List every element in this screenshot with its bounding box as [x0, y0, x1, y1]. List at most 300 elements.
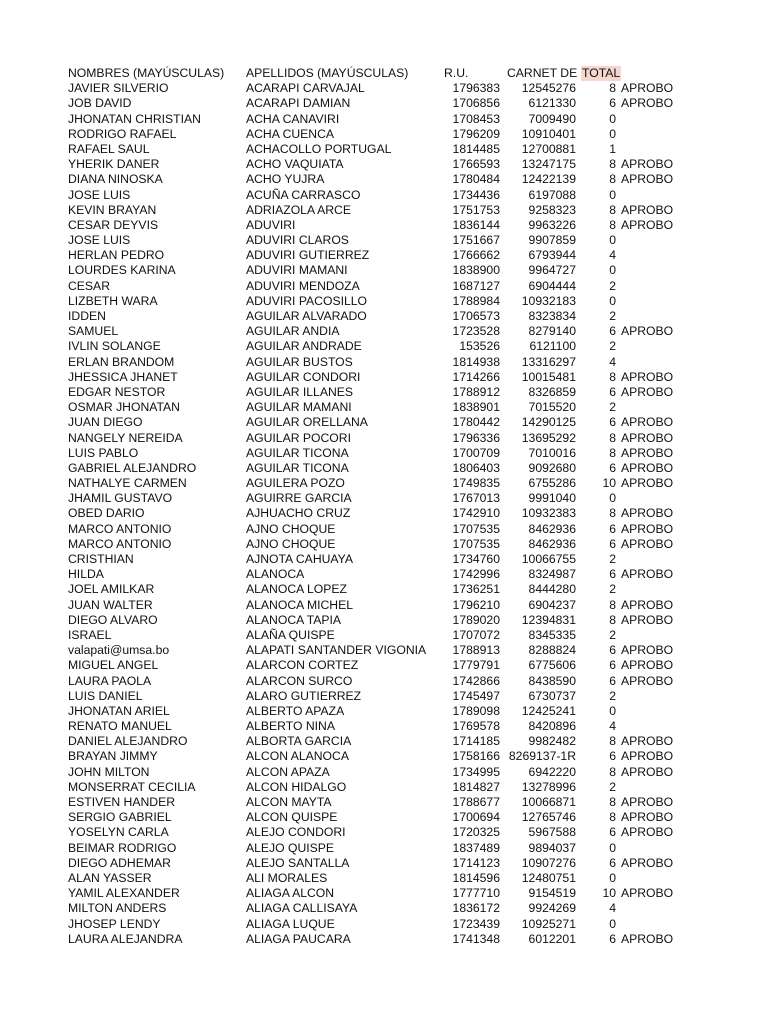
cell-observacion: APROBO — [621, 506, 674, 521]
cell-total: 6 — [609, 855, 616, 870]
cell-apellidos: ALCON APAZA — [246, 764, 330, 779]
cell-observacion: APROBO — [621, 96, 674, 111]
cell-nombres: ALAN YASSER — [68, 870, 152, 885]
cell-ru: 1780442 — [452, 415, 500, 430]
header-row — [0, 66, 768, 81]
cell-apellidos: ALEJO CONDORI — [246, 825, 346, 840]
cell-total: 6 — [609, 324, 616, 339]
cell-nombres: RENATO MANUEL — [68, 719, 172, 734]
cell-total: 2 — [609, 309, 616, 323]
cell-ru: 1814827 — [452, 779, 500, 794]
cell-ru: 1788912 — [452, 384, 500, 399]
cell-carnet: 10910401 — [521, 126, 576, 141]
cell-total: 2 — [609, 278, 616, 293]
cell-ru: 1779791 — [452, 658, 500, 673]
cell-apellidos: ALCON MAYTA — [246, 795, 332, 809]
cell-nombres: ERLAN BRANDOM — [68, 354, 175, 369]
cell-nombres: OBED DARIO — [68, 506, 145, 521]
cell-total: 6 — [609, 931, 616, 946]
cell-ru: 1789098 — [452, 703, 500, 718]
cell-nombres: JUAN DIEGO — [68, 415, 143, 430]
cell-ru: 1838901 — [452, 400, 500, 415]
cell-nombres: DIEGO ALVARO — [68, 612, 158, 627]
cell-ru: 1788677 — [452, 795, 500, 809]
cell-carnet: 9907859 — [528, 233, 576, 248]
cell-total: 0 — [609, 111, 616, 126]
header-total: TOTAL — [582, 66, 621, 80]
cell-nombres: BRAYAN JIMMY — [68, 749, 158, 764]
cell-ru: 1758166 — [452, 749, 500, 764]
cell-total: 10 — [602, 476, 616, 491]
cell-ru: 1723439 — [452, 916, 500, 931]
cell-nombres: CRISTHIAN — [68, 552, 134, 566]
cell-ru: 1736251 — [452, 582, 500, 597]
cell-carnet: 8438590 — [528, 673, 576, 688]
cell-total: 6 — [609, 415, 616, 430]
cell-total: 1 — [609, 141, 616, 156]
table-row — [0, 263, 768, 278]
table-row — [0, 127, 768, 142]
cell-observacion: APROBO — [621, 430, 674, 445]
cell-total: 6 — [609, 643, 616, 658]
data-rows — [0, 81, 768, 947]
table-row — [0, 431, 768, 446]
cell-total: 8 — [609, 81, 616, 96]
cell-apellidos: ALEJO SANTALLA — [246, 855, 350, 870]
cell-observacion: APROBO — [621, 567, 674, 582]
table-row — [0, 188, 768, 203]
cell-total: 0 — [609, 870, 616, 885]
cell-observacion: APROBO — [621, 658, 674, 673]
cell-carnet: 6942220 — [528, 764, 576, 779]
cell-carnet: 8462936 — [528, 536, 576, 551]
cell-total: 0 — [609, 126, 616, 141]
table-row — [0, 172, 768, 187]
cell-nombres: SAMUEL — [68, 324, 119, 339]
cell-apellidos: ACHO YUJRA — [246, 172, 325, 187]
cell-carnet: 7009490 — [528, 111, 576, 126]
cell-apellidos: ALARCON SURCO — [246, 673, 353, 688]
cell-carnet: 8345335 — [528, 627, 576, 642]
cell-apellidos: ALAÑA QUISPE — [246, 627, 335, 642]
cell-apellidos: ALAPATI SANTANDER VIGONIA — [246, 643, 427, 658]
cell-carnet: 6775606 — [528, 658, 576, 673]
cell-observacion: APROBO — [621, 324, 674, 339]
cell-nombres: YHERIK DANER — [68, 157, 160, 172]
table-row — [0, 856, 768, 871]
cell-carnet: 6904237 — [528, 597, 576, 612]
cell-apellidos: ALANOCA MICHEL — [246, 597, 354, 612]
cell-nombres: MARCO ANTONIO — [68, 536, 172, 551]
table-row — [0, 294, 768, 309]
cell-ru: 1734995 — [452, 764, 500, 779]
cell-ru: 1742910 — [452, 506, 500, 521]
cell-nombres: BEIMAR RODRIGO — [68, 840, 177, 855]
cell-ru: 1706573 — [452, 309, 500, 323]
cell-apellidos: AGUILAR ILLANES — [246, 384, 354, 399]
header-nombres: NOMBRES (MAYÚSCULAS) — [68, 66, 225, 80]
cell-nombres: CESAR DEYVIS — [68, 217, 159, 232]
table-row — [0, 810, 768, 825]
cell-ru: 1751667 — [452, 233, 500, 248]
cell-carnet: 8462936 — [528, 521, 576, 536]
cell-nombres: IVLIN SOLANGE — [68, 339, 161, 354]
table-row — [0, 461, 768, 476]
cell-nombres: RAFAEL SAUL — [68, 141, 150, 156]
cell-total: 6 — [609, 567, 616, 582]
cell-carnet: 9092680 — [528, 460, 576, 475]
cell-apellidos: ALANOCA — [246, 567, 305, 582]
cell-observacion: APROBO — [621, 536, 674, 551]
cell-carnet: 8326859 — [528, 384, 576, 399]
cell-carnet: 10066755 — [521, 552, 576, 566]
cell-ru: 1700709 — [452, 445, 500, 460]
cell-nombres: JOEL AMILKAR — [68, 582, 155, 597]
cell-total: 2 — [609, 688, 616, 703]
cell-apellidos: ALBERTO APAZA — [246, 703, 345, 718]
cell-carnet: 6730737 — [528, 688, 576, 703]
table-row — [0, 370, 768, 385]
cell-nombres: OSMAR JHONATAN — [68, 400, 180, 415]
cell-nombres: MARCO ANTONIO — [68, 521, 172, 536]
cell-ru: 1707535 — [452, 521, 500, 536]
cell-ru: 1796210 — [452, 597, 500, 612]
cell-total: 2 — [609, 779, 616, 794]
cell-nombres: MONSERRAT CECILIA — [68, 779, 196, 794]
table-row — [0, 385, 768, 400]
cell-apellidos: ADUVIRI — [246, 217, 296, 232]
cell-carnet: 13278996 — [521, 779, 576, 794]
cell-nombres: HERLAN PEDRO — [68, 248, 165, 263]
cell-carnet: 9894037 — [528, 840, 576, 855]
cell-apellidos: ACUÑA CARRASCO — [246, 187, 361, 202]
cell-nombres: JOSE LUIS — [68, 187, 131, 202]
cell-total: 6 — [609, 460, 616, 475]
cell-observacion: APROBO — [621, 369, 674, 384]
table-row — [0, 643, 768, 658]
cell-apellidos: ALCON ALANOCA — [246, 749, 349, 764]
cell-carnet: 6755286 — [528, 476, 576, 491]
cell-ru: 1788984 — [452, 293, 500, 308]
cell-total: 0 — [609, 916, 616, 931]
cell-apellidos: ALCON HIDALGO — [246, 779, 347, 794]
cell-total: 8 — [609, 157, 616, 172]
table-row — [0, 81, 768, 96]
cell-ru: 1741348 — [452, 931, 500, 946]
cell-apellidos: ALARO GUTIERREZ — [246, 688, 362, 703]
cell-total: 6 — [609, 658, 616, 673]
cell-nombres: JHAMIL GUSTAVO — [68, 491, 173, 506]
cell-total: 0 — [609, 233, 616, 248]
cell-ru: 1714123 — [452, 855, 500, 870]
cell-ru: 1777710 — [452, 886, 500, 901]
cell-apellidos: ACHA CUENCA — [246, 126, 335, 141]
cell-ru: 1806403 — [452, 460, 500, 475]
cell-ru: 1707535 — [452, 536, 500, 551]
table-row — [0, 142, 768, 157]
cell-carnet: 10932383 — [521, 506, 576, 521]
table-row — [0, 339, 768, 354]
cell-observacion: APROBO — [621, 825, 674, 840]
cell-total: 8 — [609, 430, 616, 445]
cell-observacion: APROBO — [621, 886, 674, 901]
cell-carnet: 12765746 — [521, 810, 576, 825]
cell-total: 2 — [609, 582, 616, 597]
table-row — [0, 613, 768, 628]
cell-apellidos: ALCON QUISPE — [246, 810, 338, 825]
table-row — [0, 491, 768, 506]
cell-nombres: JAVIER SILVERIO — [68, 81, 169, 96]
cell-total: 0 — [609, 840, 616, 855]
cell-ru: 1788913 — [452, 643, 500, 658]
cell-observacion: APROBO — [621, 476, 674, 491]
cell-total: 0 — [609, 703, 616, 718]
cell-ru: 1751753 — [452, 202, 500, 217]
cell-carnet: 12480751 — [521, 870, 576, 885]
cell-ru: 1720325 — [452, 825, 500, 840]
cell-total: 8 — [609, 445, 616, 460]
cell-ru: 1687127 — [452, 278, 500, 293]
cell-apellidos: ALIAGA LUQUE — [246, 916, 335, 931]
cell-total: 8 — [609, 810, 616, 825]
cell-nombres: NANGELY NEREIDA — [68, 430, 183, 445]
cell-nombres: YOSELYN CARLA — [68, 825, 169, 840]
cell-nombres: LUIS PABLO — [68, 445, 139, 460]
cell-carnet: 12422139 — [521, 172, 576, 187]
cell-carnet: 13695292 — [521, 430, 576, 445]
cell-total: 10 — [602, 886, 616, 901]
cell-apellidos: ADUVIRI PACOSILLO — [246, 293, 368, 308]
cell-ru: 1796209 — [452, 126, 500, 141]
cell-nombres: ISRAEL — [68, 627, 112, 642]
table-row — [0, 537, 768, 552]
cell-apellidos: ACHA CANAVIRI — [246, 111, 340, 126]
cell-apellidos: ADUVIRI MAMANI — [246, 263, 348, 278]
cell-carnet: 10907276 — [521, 855, 576, 870]
table-row — [0, 658, 768, 673]
cell-apellidos: ADUVIRI MENDOZA — [246, 278, 360, 293]
cell-carnet: 8269137-1R — [508, 749, 576, 764]
cell-nombres: JOHN MILTON — [68, 764, 150, 779]
cell-total: 0 — [609, 293, 616, 308]
cell-ru: 1836144 — [452, 217, 500, 232]
cell-apellidos: AGUILAR ANDRADE — [246, 339, 362, 354]
cell-total: 8 — [609, 202, 616, 217]
cell-carnet: 6121100 — [529, 339, 576, 354]
cell-total: 6 — [609, 521, 616, 536]
cell-nombres: DANIEL ALEJANDRO — [68, 734, 188, 749]
cell-carnet: 12700881 — [521, 141, 576, 156]
cell-nombres: JOB DAVID — [68, 96, 132, 111]
cell-nombres: LOURDES KARINA — [68, 263, 176, 278]
cell-carnet: 10932183 — [521, 293, 576, 308]
cell-apellidos: ALBORTA GARCIA — [246, 734, 352, 749]
cell-ru: 1814938 — [452, 354, 500, 369]
table-row — [0, 932, 768, 947]
cell-carnet: 8288824 — [528, 643, 576, 658]
cell-nombres: JHOSEP LENDY — [68, 916, 161, 931]
cell-carnet: 9963226 — [528, 217, 576, 232]
cell-observacion: APROBO — [621, 597, 674, 612]
cell-apellidos: AGUILAR TICONA — [246, 460, 349, 475]
cell-nombres: LUIS DANIEL — [68, 688, 143, 703]
cell-observacion: APROBO — [621, 415, 674, 430]
cell-apellidos: ALIAGA CALLISAYA — [246, 901, 358, 916]
cell-nombres: MILTON ANDERS — [68, 901, 167, 916]
cell-carnet: 8420896 — [528, 719, 576, 734]
table-row — [0, 841, 768, 856]
cell-apellidos: ACARAPI CARVAJAL — [246, 81, 365, 96]
cell-apellidos: ALANOCA TAPIA — [246, 612, 342, 627]
table-row — [0, 825, 768, 840]
cell-apellidos: ALEJO QUISPE — [246, 840, 335, 855]
cell-carnet: 8323834 — [528, 309, 576, 323]
cell-ru: 1714185 — [452, 734, 500, 749]
cell-nombres: JHONATAN CHRISTIAN — [68, 111, 201, 126]
cell-carnet: 9991040 — [528, 491, 576, 506]
cell-ru: 1708453 — [452, 111, 500, 126]
cell-observacion: APROBO — [621, 612, 674, 627]
cell-apellidos: ALARCON CORTEZ — [246, 658, 359, 673]
cell-total: 8 — [609, 217, 616, 232]
cell-ru: 1789020 — [452, 612, 500, 627]
table-row — [0, 689, 768, 704]
cell-nombres: JUAN WALTER — [68, 597, 153, 612]
cell-ru: 1766662 — [452, 248, 500, 263]
cell-apellidos: ADUVIRI CLAROS — [246, 233, 349, 248]
table-row — [0, 324, 768, 339]
cell-apellidos: AGUILAR ALVARADO — [246, 309, 367, 323]
cell-observacion: APROBO — [621, 384, 674, 399]
cell-carnet: 5967588 — [528, 825, 576, 840]
cell-carnet: 6012201 — [528, 931, 576, 946]
table-row — [0, 901, 768, 916]
table-row — [0, 522, 768, 537]
cell-nombres: HILDA — [68, 567, 104, 582]
cell-observacion: APROBO — [621, 764, 674, 779]
cell-apellidos: ALIAGA ALCON — [246, 886, 335, 901]
cell-carnet: 12394831 — [521, 612, 576, 627]
table-row — [0, 734, 768, 749]
cell-apellidos: AGUILAR CONDORI — [246, 369, 361, 384]
cell-carnet: 9964727 — [528, 263, 576, 278]
cell-carnet: 9924269 — [528, 901, 576, 916]
cell-ru: 1767013 — [452, 491, 500, 506]
table-row — [0, 233, 768, 248]
cell-apellidos: ADUVIRI GUTIERREZ — [246, 248, 370, 263]
cell-ru: 1714266 — [452, 369, 500, 384]
cell-apellidos: ALANOCA LOPEZ — [246, 582, 347, 597]
cell-nombres: IDDEN — [68, 309, 106, 323]
cell-ru: 1796383 — [452, 81, 500, 96]
table-row — [0, 765, 768, 780]
cell-total: 2 — [609, 627, 616, 642]
cell-observacion: APROBO — [621, 931, 674, 946]
cell-total: 8 — [609, 506, 616, 521]
cell-apellidos: ACHACOLLO PORTUGAL — [246, 141, 392, 156]
cell-observacion: APROBO — [621, 172, 674, 187]
cell-carnet: 6197088 — [528, 187, 576, 202]
cell-observacion: APROBO — [621, 643, 674, 658]
cell-ru: 1769578 — [452, 719, 500, 734]
cell-apellidos: ALI MORALES — [246, 870, 328, 885]
cell-observacion: APROBO — [621, 521, 674, 536]
cell-nombres: LIZBETH WARA — [68, 293, 158, 308]
cell-total: 8 — [609, 764, 616, 779]
cell-apellidos: AJHUACHO CRUZ — [246, 506, 351, 521]
cell-ru: 1796336 — [452, 430, 500, 445]
cell-observacion: APROBO — [621, 795, 674, 809]
header-apellidos: APELLIDOS (MAYÚSCULAS) — [246, 66, 409, 80]
cell-total: 0 — [609, 187, 616, 202]
cell-nombres: KEVIN BRAYAN — [68, 202, 157, 217]
cell-ru: 1749835 — [452, 476, 500, 491]
cell-ru: 1742996 — [452, 567, 500, 582]
cell-ru: 1745497 — [452, 688, 500, 703]
cell-apellidos: AJNOTA CAHUAYA — [246, 552, 353, 566]
cell-total: 6 — [609, 749, 616, 764]
cell-total: 8 — [609, 734, 616, 749]
cell-ru: 1814596 — [452, 870, 500, 885]
cell-carnet: 8444280 — [528, 582, 576, 597]
cell-observacion: APROBO — [621, 81, 674, 96]
cell-nombres: SERGIO GABRIEL — [68, 810, 172, 825]
cell-observacion: APROBO — [621, 749, 674, 764]
table-row — [0, 871, 768, 886]
cell-ru: 1837489 — [452, 840, 500, 855]
cell-observacion: APROBO — [621, 855, 674, 870]
table-row — [0, 628, 768, 643]
cell-apellidos: AJNO CHOQUE — [246, 521, 336, 536]
cell-apellidos: AJNO CHOQUE — [246, 536, 336, 551]
cell-apellidos: AGUILAR POCORI — [246, 430, 351, 445]
cell-total: 4 — [609, 248, 616, 263]
table-row — [0, 886, 768, 901]
cell-carnet: 10015481 — [521, 369, 576, 384]
cell-total: 8 — [609, 795, 616, 809]
cell-carnet: 6904444 — [528, 278, 576, 293]
cell-carnet: 7015520 — [528, 400, 576, 415]
cell-nombres: CESAR — [68, 278, 110, 293]
cell-observacion: APROBO — [621, 460, 674, 475]
cell-total: 4 — [609, 354, 616, 369]
cell-observacion: APROBO — [621, 157, 674, 172]
table-row — [0, 96, 768, 111]
cell-nombres: EDGAR NESTOR — [68, 384, 166, 399]
cell-ru: 1723528 — [452, 324, 500, 339]
table-row — [0, 309, 768, 324]
cell-carnet: 10925271 — [521, 916, 576, 931]
cell-apellidos: AGUIRRE GARCIA — [246, 491, 352, 506]
cell-carnet: 9258323 — [528, 202, 576, 217]
cell-nombres: RODRIGO RAFAEL — [68, 126, 177, 141]
table-row — [0, 279, 768, 294]
cell-nombres: valapati@umsa.bo — [68, 643, 170, 658]
table-row — [0, 704, 768, 719]
cell-apellidos: ALIAGA PAUCARA — [246, 931, 351, 946]
cell-apellidos: ADRIAZOLA ARCE — [246, 202, 351, 217]
table-row — [0, 674, 768, 689]
cell-carnet: 10066871 — [521, 795, 576, 809]
cell-apellidos: AGUILAR BUSTOS — [246, 354, 353, 369]
cell-total: 6 — [609, 384, 616, 399]
cell-ru: 1780484 — [452, 172, 500, 187]
cell-observacion: APROBO — [621, 810, 674, 825]
cell-carnet: 8279140 — [528, 324, 576, 339]
cell-total: 8 — [609, 612, 616, 627]
cell-carnet: 14290125 — [521, 415, 576, 430]
cell-carnet: 9154519 — [528, 886, 576, 901]
